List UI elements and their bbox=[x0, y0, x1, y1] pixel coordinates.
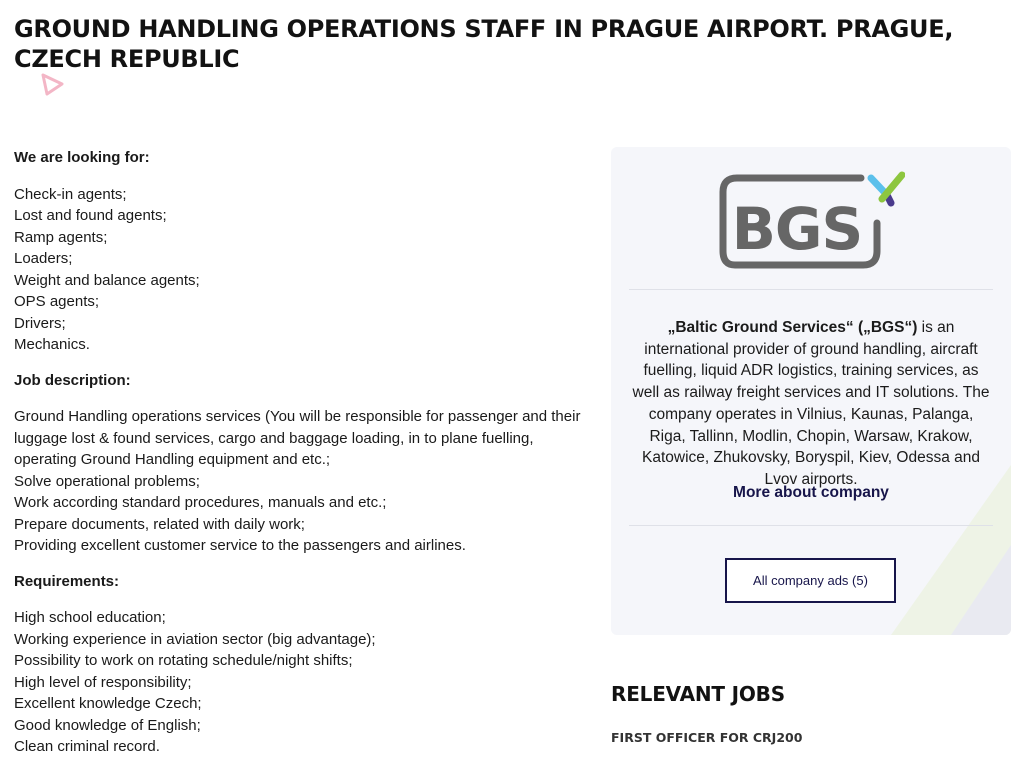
list-item: Check-in agents; bbox=[14, 185, 127, 203]
logo-text: BGS bbox=[731, 195, 863, 263]
list-item: High level of responsibility; bbox=[14, 673, 192, 691]
company-description-text: is an international provider of ground handling, aircraft fuelling, liquid ADR logistics, training services, as well as railway freight services and IT solutions. The company operates in Vilnius, Kaunas, Palanga, Riga, Tallinn, Modlin, Chopin, Warsaw, Krakow, Katowice, Zhukovsky, Boryspil, Kiev, Odessa and Lvov airports. bbox=[632, 319, 990, 488]
list-item: Possibility to work on rotating schedule/night shifts; bbox=[14, 652, 353, 669]
list-item: Good knowledge of English; bbox=[14, 716, 201, 734]
list-item: Providing excellent customer service to the passengers and airlines. bbox=[14, 537, 466, 554]
list-item: High school education; bbox=[14, 609, 166, 626]
list-item: OPS agents; bbox=[14, 293, 100, 310]
list-item: Prepare documents, related with daily work; bbox=[14, 515, 305, 533]
list-item: Working experience in aviation sector (big advantage); bbox=[14, 630, 376, 648]
requirements-list bbox=[14, 607, 584, 758]
list-item: Ground Handling operations services (You will be responsible for passenger and their luggage lost & found services, cargo and baggage loading, in to plane fuelling, operating Ground Handling equipment and etc.; bbox=[14, 408, 581, 468]
divider bbox=[629, 289, 993, 290]
all-company-ads-button[interactable]: All company ads (5) bbox=[725, 558, 896, 603]
list-item: Weight and balance agents; bbox=[14, 271, 200, 289]
list-item: Excellent knowledge Czech; bbox=[14, 695, 202, 712]
triangle-decoration-icon bbox=[40, 72, 66, 98]
page-title: GROUND HANDLING OPERATIONS STAFF IN PRAGUE AIRPORT. PRAGUE, CZECH REPUBLIC bbox=[14, 15, 954, 73]
list-item: Mechanics. bbox=[14, 336, 90, 353]
company-description bbox=[629, 317, 993, 491]
list-item: Work according standard procedures, manuals and etc.; bbox=[14, 494, 387, 511]
list-item: Clean criminal record. bbox=[14, 738, 160, 755]
list-item: Ramp agents; bbox=[14, 228, 108, 246]
relevant-jobs-title: RELEVANT JOBS bbox=[611, 682, 785, 706]
looking-for-heading: We are looking for: bbox=[14, 149, 150, 166]
more-about-company-link[interactable]: More about company bbox=[733, 484, 889, 501]
relevant-job-link[interactable]: FIRST OFFICER FOR CRJ200 bbox=[611, 730, 803, 745]
list-item: Loaders; bbox=[14, 250, 73, 267]
company-name: „Baltic Ground Services“ („BGS“) bbox=[667, 319, 918, 336]
divider bbox=[629, 525, 993, 526]
job-details bbox=[14, 147, 584, 760]
bgs-logo-icon bbox=[719, 171, 905, 271]
company-card bbox=[611, 147, 1011, 635]
company-logo[interactable] bbox=[719, 171, 905, 271]
requirements-heading: Requirements: bbox=[14, 572, 120, 590]
list-item: Drivers; bbox=[14, 314, 66, 332]
job-description-list bbox=[14, 406, 584, 557]
looking-for-list bbox=[14, 184, 584, 356]
job-description-heading: Job description: bbox=[14, 371, 131, 389]
list-item: Solve operational problems; bbox=[14, 472, 200, 490]
list-item: Lost and found agents; bbox=[14, 207, 167, 224]
